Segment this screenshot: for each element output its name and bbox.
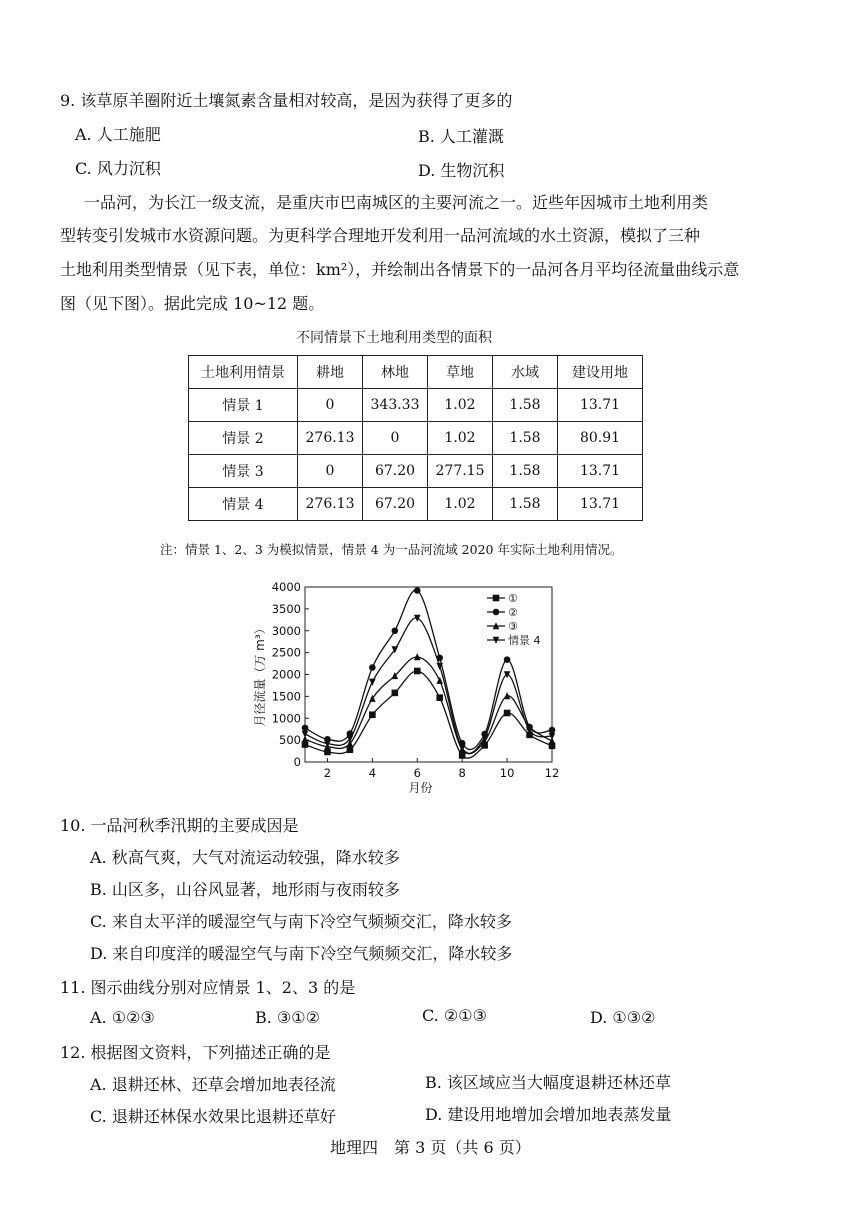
q12-option-a[interactable]: A. 退耕还林、还草会增加地表径流 bbox=[90, 1075, 336, 1094]
legend-entry bbox=[487, 606, 518, 619]
data-point bbox=[369, 711, 376, 718]
data-point bbox=[504, 656, 511, 663]
x-tick-label: 10 bbox=[499, 766, 515, 780]
table-row bbox=[189, 422, 643, 455]
q11-option-b[interactable]: B. ③①② bbox=[255, 1008, 320, 1027]
q12-stem: 12. 根据图文资料，下列描述正确的是 bbox=[60, 1043, 331, 1062]
table-cell: 277.15 bbox=[428, 455, 493, 488]
data-point bbox=[392, 690, 399, 697]
x-tick-label: 2 bbox=[323, 766, 332, 780]
series-3 bbox=[302, 653, 556, 754]
q10-stem: 10. 一品河秋季汛期的主要成因是 bbox=[60, 816, 299, 835]
data-point bbox=[369, 679, 376, 686]
data-point bbox=[549, 727, 556, 734]
table-row bbox=[189, 389, 643, 422]
table-cell: 276.13 bbox=[298, 488, 363, 521]
y-axis-label: 月径流量（万 m³） bbox=[253, 622, 267, 727]
q11-stem: 11. 图示曲线分别对应情景 1、2、3 的是 bbox=[60, 978, 356, 997]
x-tick-label: 6 bbox=[413, 766, 421, 780]
table-row bbox=[189, 455, 643, 488]
legend-label: ① bbox=[508, 592, 518, 605]
q9-option-a[interactable]: A. 人工施肥 bbox=[75, 125, 161, 144]
landuse-table bbox=[188, 355, 643, 521]
table-header-cell: 林地 bbox=[363, 356, 428, 389]
legend-marker bbox=[493, 609, 500, 616]
table-header-cell: 土地利用情景 bbox=[189, 356, 298, 389]
table-cell: 13.71 bbox=[558, 455, 643, 488]
table-caption: 不同情景下土地利用类型的面积 bbox=[296, 330, 492, 346]
q11-option-a[interactable]: A. ①②③ bbox=[90, 1008, 155, 1027]
data-point bbox=[459, 752, 466, 759]
table-cell: 情景 3 bbox=[189, 455, 298, 488]
x-tick-label: 4 bbox=[368, 766, 377, 780]
data-point bbox=[369, 664, 376, 671]
table-header-cell: 水域 bbox=[493, 356, 558, 389]
q9-stem: 9. 该草原羊圈附近土壤氮素含量相对较高，是因为获得了更多的 bbox=[60, 91, 513, 110]
y-tick-label: 0 bbox=[293, 755, 301, 769]
table-cell: 0 bbox=[298, 455, 363, 488]
q9-option-b[interactable]: B. 人工灌溉 bbox=[418, 127, 504, 146]
q10-option-a[interactable]: A. 秋高气爽，大气对流运动较强，降水较多 bbox=[90, 848, 400, 867]
table-cell: 13.71 bbox=[558, 488, 643, 521]
x-tick-label: 8 bbox=[458, 766, 466, 780]
table-cell: 1.58 bbox=[493, 422, 558, 455]
passage-line-1: 一品河，为长江一级支流，是重庆市巴南城区的主要河流之一。近些年因城市土地利用类 bbox=[84, 193, 709, 212]
q12-option-c[interactable]: C. 退耕还林保水效果比退耕还草好 bbox=[90, 1107, 336, 1126]
y-tick-label: 4000 bbox=[271, 580, 301, 594]
table-header-cell: 建设用地 bbox=[558, 356, 643, 389]
table-header-cell: 草地 bbox=[428, 356, 493, 389]
page-footer: 地理四 第 3 页（共 6 页） bbox=[330, 1138, 531, 1157]
table-cell: 67.20 bbox=[363, 488, 428, 521]
y-tick-label: 1000 bbox=[271, 711, 301, 726]
q10-option-c[interactable]: C. 来自太平洋的暖湿空气与南下冷空气频频交汇，降水较多 bbox=[90, 912, 512, 931]
data-point bbox=[302, 731, 309, 738]
table-header-row bbox=[189, 356, 643, 389]
table-cell: 343.33 bbox=[363, 389, 428, 422]
table-cell: 1.58 bbox=[493, 488, 558, 521]
data-point bbox=[302, 725, 309, 732]
table-cell: 情景 2 bbox=[189, 422, 298, 455]
legend-entry bbox=[487, 592, 518, 605]
runoff-line-chart bbox=[240, 570, 570, 795]
table-cell: 情景 4 bbox=[189, 488, 298, 521]
data-point bbox=[392, 627, 399, 634]
q10-option-d[interactable]: D. 来自印度洋的暖湿空气与南下冷空气频频交汇，降水较多 bbox=[90, 944, 513, 963]
q11-option-c[interactable]: C. ②①③ bbox=[422, 1006, 487, 1025]
legend-label: 情景 4 bbox=[508, 634, 541, 647]
table-note: 注：情景 1、2、3 为模拟情景，情景 4 为一品河流域 2020 年实际土地利用情况。 bbox=[160, 542, 623, 557]
legend-label: ② bbox=[508, 606, 518, 619]
data-point bbox=[504, 710, 511, 717]
table-cell: 13.71 bbox=[558, 389, 643, 422]
passage-line-3: 土地利用类型情景（见下表，单位：km²），并绘制出各情景下的一品河各月平均径流量曲线示意 bbox=[60, 260, 740, 279]
y-tick-label: 3500 bbox=[271, 601, 301, 616]
y-tick-label: 2000 bbox=[271, 667, 301, 682]
x-axis-label: 月份 bbox=[408, 781, 433, 795]
table-header-cell: 耕地 bbox=[298, 356, 363, 389]
table-cell: 276.13 bbox=[298, 422, 363, 455]
data-point bbox=[347, 746, 354, 753]
legend-entry bbox=[487, 620, 518, 633]
y-tick-label: 500 bbox=[279, 733, 301, 748]
q10-option-b[interactable]: B. 山区多，山谷风显著，地形雨与夜雨较多 bbox=[90, 880, 400, 899]
table-cell: 1.02 bbox=[428, 488, 493, 521]
legend-entry bbox=[487, 633, 541, 647]
legend-marker bbox=[493, 595, 500, 602]
table-cell: 67.20 bbox=[363, 455, 428, 488]
y-tick-label: 3000 bbox=[271, 623, 301, 638]
table-cell: 1.58 bbox=[493, 389, 558, 422]
y-tick-label: 2500 bbox=[271, 645, 301, 660]
y-tick-label: 1500 bbox=[271, 689, 301, 704]
q9-option-c[interactable]: C. 风力沉积 bbox=[75, 159, 161, 178]
q12-option-d[interactable]: D. 建设用地增加会增加地表蒸发量 bbox=[425, 1105, 672, 1124]
x-tick-label: 12 bbox=[544, 766, 560, 780]
data-point bbox=[436, 694, 443, 701]
table-cell: 0 bbox=[363, 422, 428, 455]
data-point bbox=[436, 677, 443, 684]
q12-option-b[interactable]: B. 该区域应当大幅度退耕还林还草 bbox=[425, 1073, 671, 1092]
data-point bbox=[414, 587, 421, 594]
table-row bbox=[189, 488, 643, 521]
table-cell: 1.02 bbox=[428, 389, 493, 422]
table-cell: 1.58 bbox=[493, 455, 558, 488]
passage-line-4: 图（见下图）。据此完成 10~12 题。 bbox=[60, 294, 325, 313]
q11-option-d[interactable]: D. ①③② bbox=[590, 1008, 656, 1027]
passage-line-2: 型转变引发城市水资源问题。为更科学合理地开发利用一品河流域的水土资源，模拟了三种 bbox=[60, 226, 701, 245]
table-cell: 情景 1 bbox=[189, 389, 298, 422]
data-point bbox=[414, 668, 421, 675]
table-cell: 80.91 bbox=[558, 422, 643, 455]
table-cell: 1.02 bbox=[428, 422, 493, 455]
series-line bbox=[305, 657, 552, 754]
q9-option-d[interactable]: D. 生物沉积 bbox=[418, 161, 505, 180]
table-cell: 0 bbox=[298, 389, 363, 422]
legend-label: ③ bbox=[508, 620, 518, 633]
